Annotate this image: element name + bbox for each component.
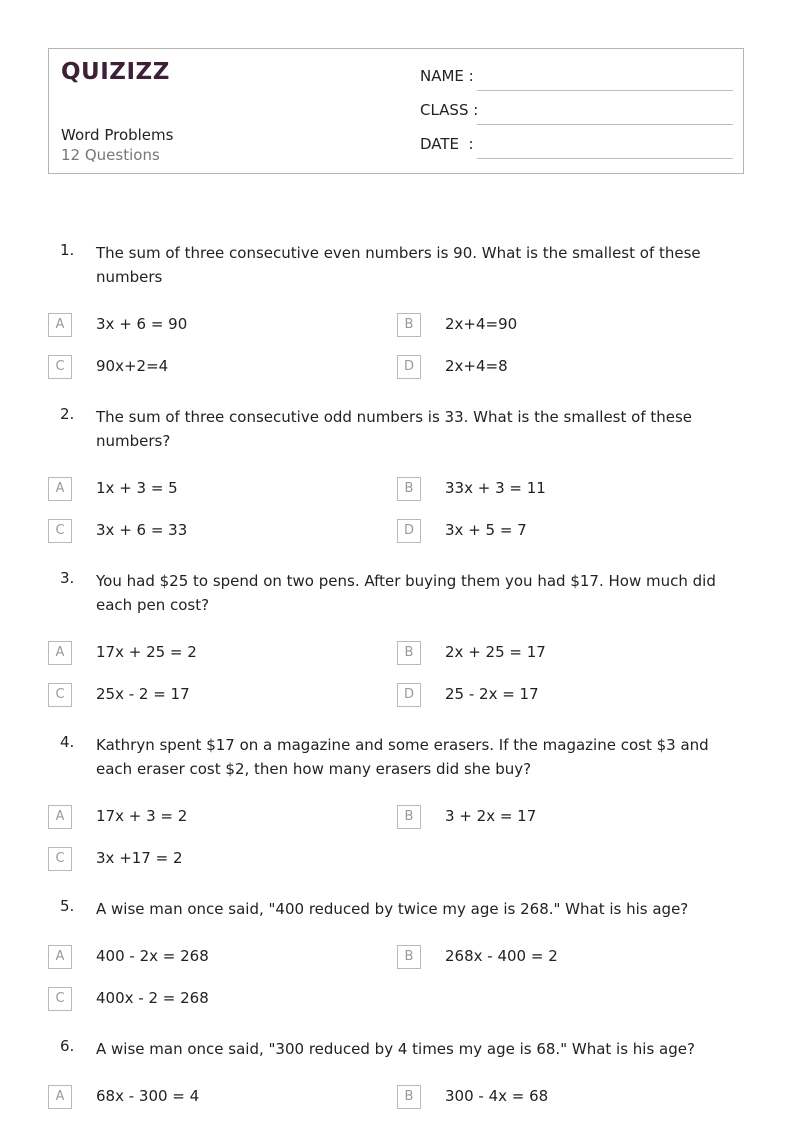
quizizz-logo: QUIZIZZ [61, 59, 170, 85]
question-text: You had $25 to spend on two pens. After buying them you had $17. How much did each pen cost? [96, 572, 716, 614]
question-count: 12 Questions [61, 146, 160, 164]
option-text: 17x + 3 = 2 [96, 807, 188, 825]
option-text: 2x+4=8 [445, 357, 508, 375]
name-line[interactable] [477, 90, 733, 91]
option-text: 68x - 300 = 4 [96, 1087, 200, 1105]
name-label: NAME : [420, 67, 474, 85]
option-text: 33x + 3 = 11 [445, 479, 546, 497]
worksheet-title: Word Problems [61, 126, 174, 144]
question-number: 4. [60, 733, 75, 751]
option-text: 90x+2=4 [96, 357, 169, 375]
option-letter-box: B [397, 313, 421, 337]
option-letter-box: B [397, 945, 421, 969]
question-number: 6. [60, 1037, 75, 1055]
question-number: 3. [60, 569, 75, 587]
option-letter-box: D [397, 355, 421, 379]
option-text: 400 - 2x = 268 [96, 947, 209, 965]
class-line[interactable] [477, 124, 733, 125]
option-text: 25 - 2x = 17 [445, 685, 539, 703]
date-line[interactable] [477, 158, 733, 159]
question-text: The sum of three consecutive odd numbers is 33. What is the smallest of these numbers? [96, 408, 693, 450]
class-field[interactable] [420, 101, 733, 125]
question-text: The sum of three consecutive even numbers is 90. What is the smallest of these numbers [96, 244, 701, 286]
option-text: 268x - 400 = 2 [445, 947, 558, 965]
class-label: CLASS : [420, 101, 479, 119]
option-letter-box: B [397, 477, 421, 501]
option-text: 2x + 25 = 17 [445, 643, 546, 661]
option-letter-box: B [397, 641, 421, 665]
option-letter-box: A [48, 313, 72, 337]
option-letter-box: A [48, 805, 72, 829]
option-letter-box: A [48, 945, 72, 969]
name-field[interactable] [420, 67, 733, 91]
option-text: 300 - 4x = 68 [445, 1087, 549, 1105]
question-number: 2. [60, 405, 75, 423]
option-text: 3x +17 = 2 [96, 849, 183, 867]
worksheet-header [48, 48, 744, 174]
option-letter-box: A [48, 641, 72, 665]
option-letter-box: C [48, 683, 72, 707]
option-text: 3x + 6 = 33 [96, 521, 188, 539]
option-text: 25x - 2 = 17 [96, 685, 190, 703]
question-number: 1. [60, 241, 75, 259]
option-letter-box: B [397, 805, 421, 829]
option-letter-box: D [397, 519, 421, 543]
option-text: 17x + 25 = 2 [96, 643, 197, 661]
question-text: A wise man once said, "400 reduced by twice my age is 268." What is his age? [96, 900, 689, 918]
date-label: DATE : [420, 135, 474, 153]
option-letter-box: D [397, 683, 421, 707]
option-text: 3x + 6 = 90 [96, 315, 188, 333]
option-text: 3 + 2x = 17 [445, 807, 537, 825]
option-letter-box: C [48, 987, 72, 1011]
option-letter-box: B [397, 1085, 421, 1109]
option-letter-box: A [48, 1085, 72, 1109]
question-text: Kathryn spent $17 on a magazine and some erasers. If the magazine cost $3 and each eraser cost $2, then how many erasers did she buy? [96, 736, 709, 778]
option-text: 400x - 2 = 268 [96, 989, 209, 1007]
date-field[interactable] [420, 135, 733, 159]
option-letter-box: A [48, 477, 72, 501]
option-letter-box: C [48, 519, 72, 543]
option-text: 3x + 5 = 7 [445, 521, 527, 539]
option-letter-box: C [48, 847, 72, 871]
question-number: 5. [60, 897, 75, 915]
option-text: 1x + 3 = 5 [96, 479, 178, 497]
option-letter-box: C [48, 355, 72, 379]
option-text: 2x+4=90 [445, 315, 518, 333]
question-text: A wise man once said, "300 reduced by 4 times my age is 68." What is his age? [96, 1040, 695, 1058]
